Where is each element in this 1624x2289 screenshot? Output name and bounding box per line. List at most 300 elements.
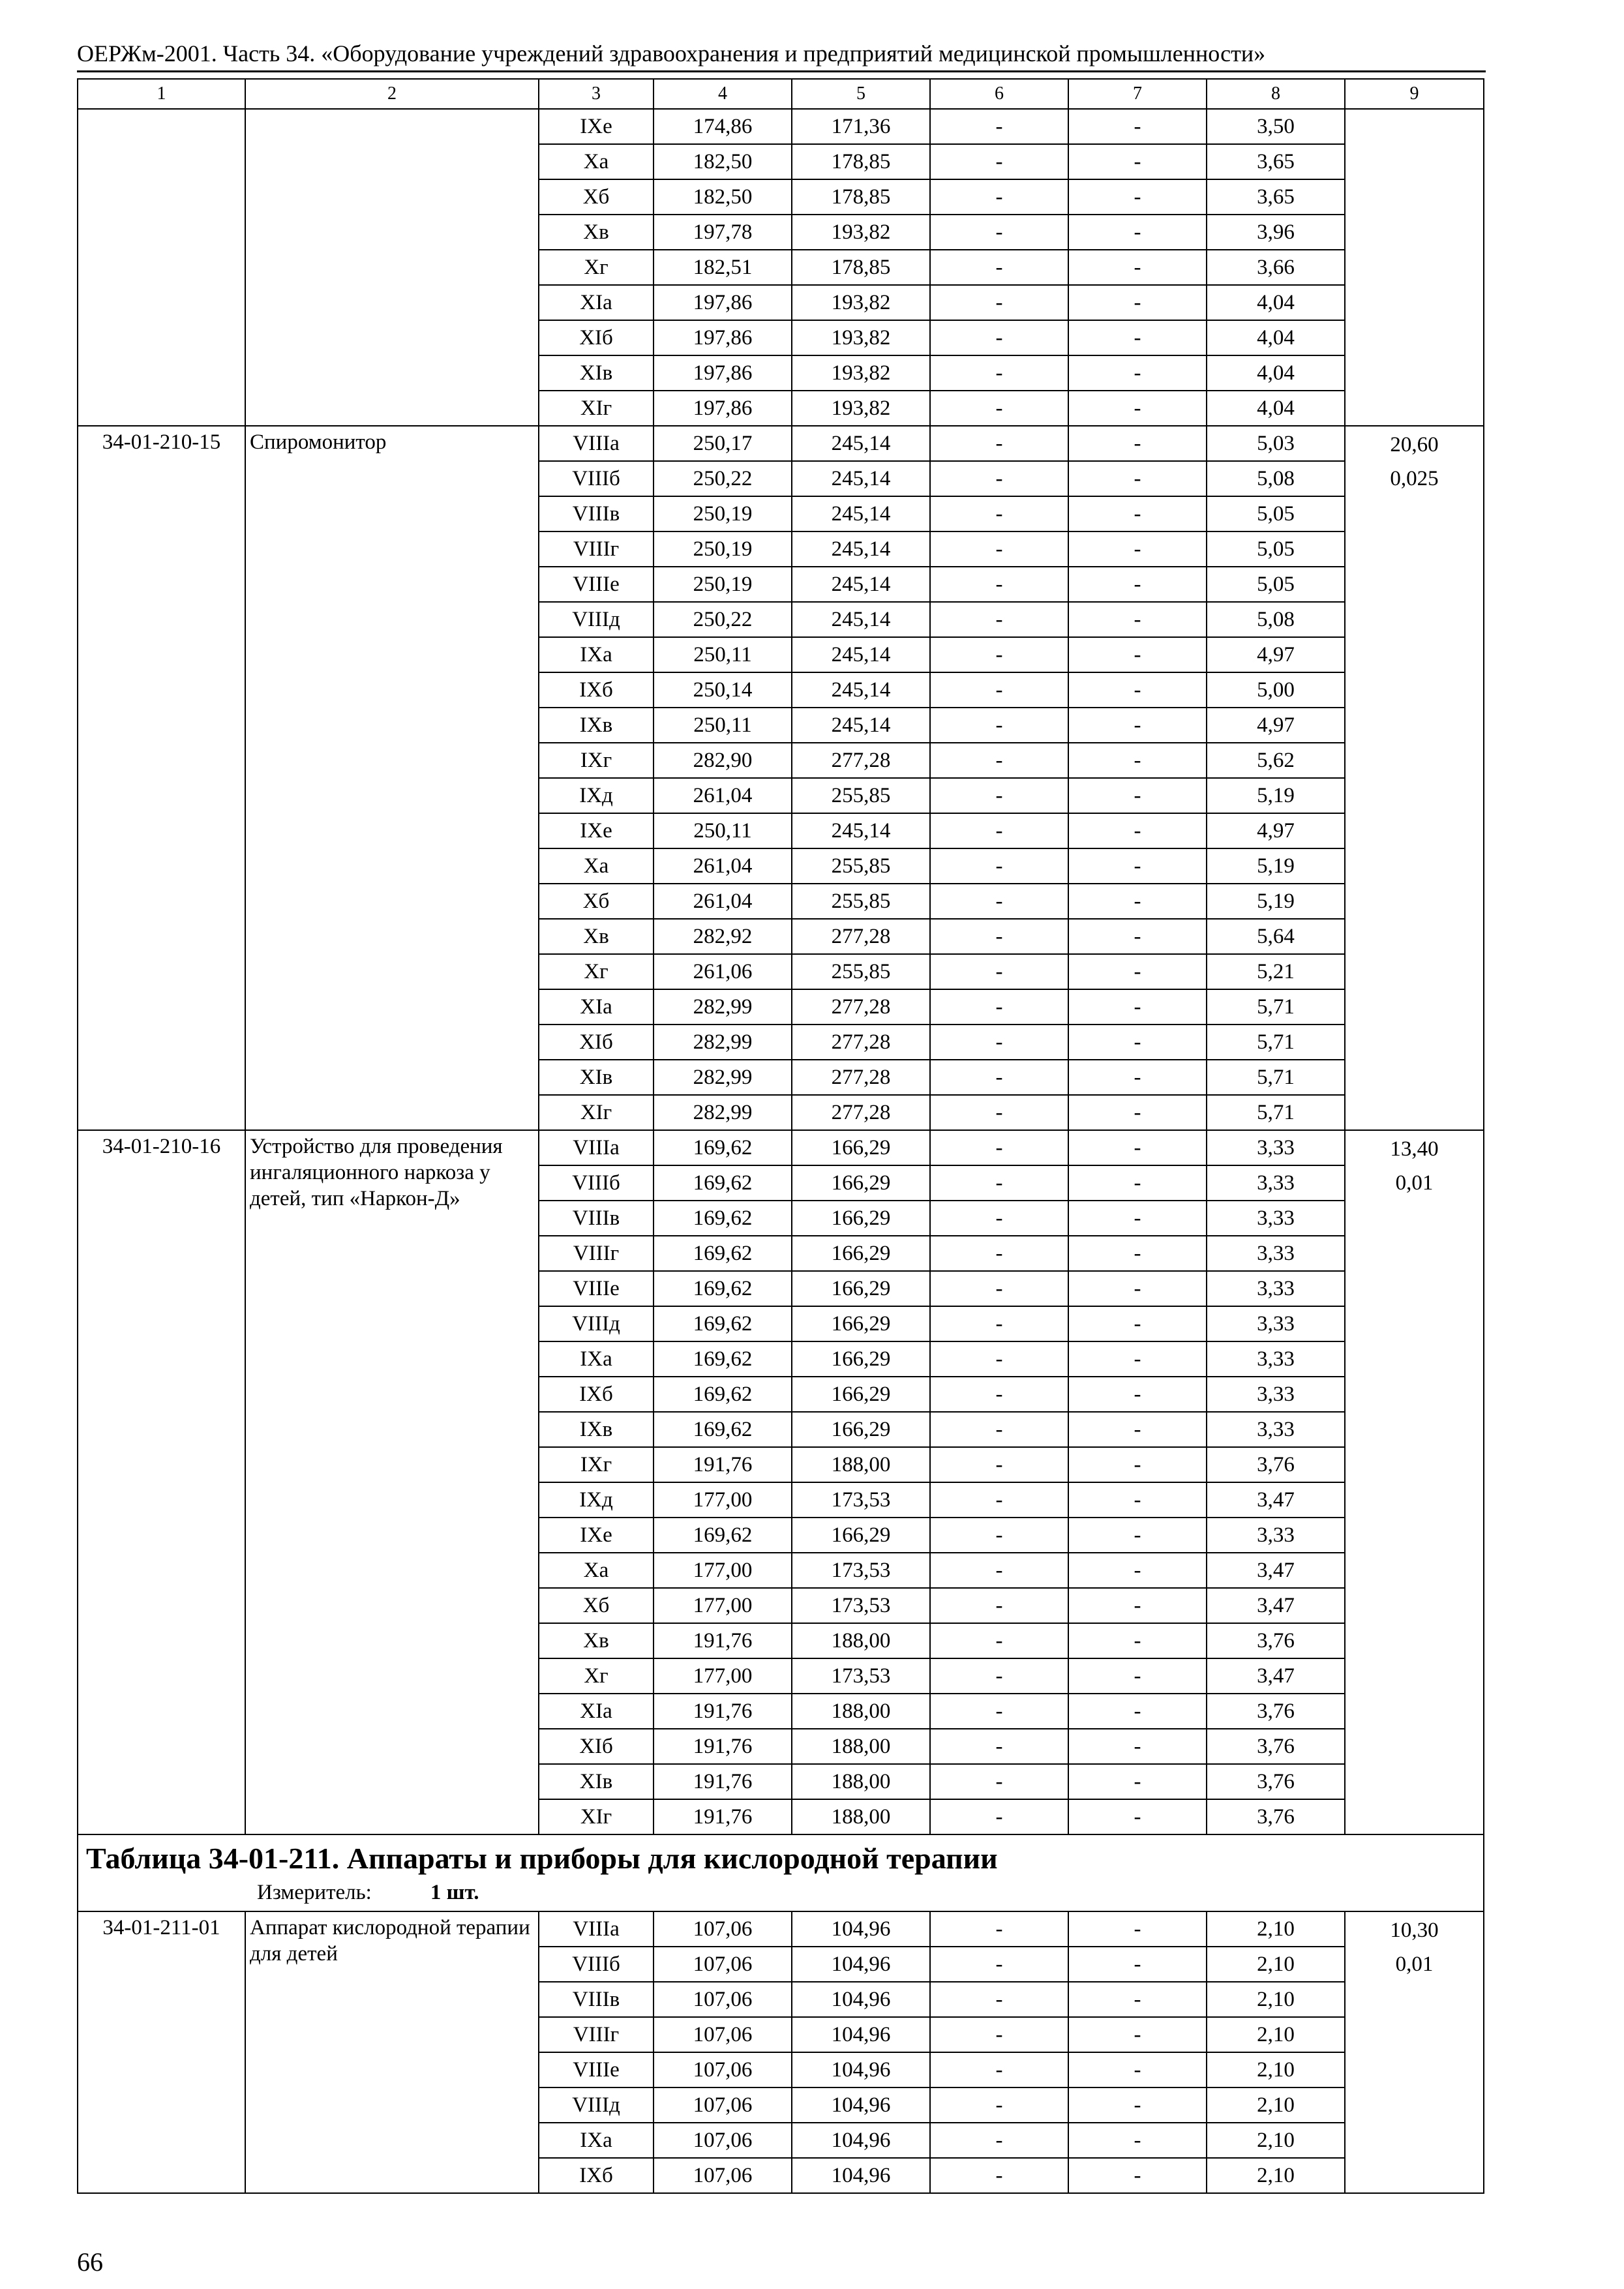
table-cell: 107,06 bbox=[654, 2052, 792, 2087]
table-cell: VIIIб bbox=[539, 461, 654, 496]
table-cell: - bbox=[1068, 144, 1207, 179]
table-cell: 255,85 bbox=[792, 778, 930, 813]
table-cell: 107,06 bbox=[654, 2158, 792, 2193]
table-cell: - bbox=[930, 1623, 1068, 1658]
table-cell: 261,06 bbox=[654, 954, 792, 989]
table-cell: - bbox=[930, 1201, 1068, 1236]
table-cell: 182,50 bbox=[654, 179, 792, 215]
table-cell: - bbox=[1068, 496, 1207, 531]
table-cell: 5,05 bbox=[1207, 567, 1345, 602]
table-cell: 250,22 bbox=[654, 461, 792, 496]
rate-code: 34-01-210-15 bbox=[78, 426, 245, 1130]
table-cell: - bbox=[1068, 743, 1207, 778]
table-cell: - bbox=[930, 215, 1068, 250]
table-cell: IXб bbox=[539, 1377, 654, 1412]
table-cell: - bbox=[930, 884, 1068, 919]
table-cell: - bbox=[1068, 426, 1207, 461]
mass-cell bbox=[1345, 1911, 1484, 2193]
table-cell: - bbox=[1068, 989, 1207, 1025]
table-cell: 5,19 bbox=[1207, 778, 1345, 813]
table-cell: 3,76 bbox=[1207, 1623, 1345, 1658]
equipment-name: Спиромонитор bbox=[245, 426, 539, 1130]
table-cell: 3,47 bbox=[1207, 1658, 1345, 1694]
table-cell: - bbox=[1068, 1165, 1207, 1201]
table-cell: 282,99 bbox=[654, 1060, 792, 1095]
table-cell: 177,00 bbox=[654, 1553, 792, 1588]
table-cell: - bbox=[1068, 1982, 1207, 2017]
table-cell: 245,14 bbox=[792, 426, 930, 461]
table-cell: - bbox=[1068, 1271, 1207, 1306]
table-cell: 5,62 bbox=[1207, 743, 1345, 778]
table-cell: IXв bbox=[539, 708, 654, 743]
table-cell: - bbox=[1068, 2052, 1207, 2087]
mass-value: 0,01 bbox=[1395, 1952, 1434, 1976]
table-cell: - bbox=[930, 813, 1068, 848]
table-cell: 3,33 bbox=[1207, 1518, 1345, 1553]
table-cell: IXд bbox=[539, 1482, 654, 1518]
table-cell: 197,86 bbox=[654, 320, 792, 355]
table-cell: 282,99 bbox=[654, 1095, 792, 1130]
table-cell: 2,10 bbox=[1207, 1947, 1345, 1982]
table-cell: - bbox=[1068, 672, 1207, 708]
table-cell: 104,96 bbox=[792, 1947, 930, 1982]
table-cell: - bbox=[930, 179, 1068, 215]
table-cell: 107,06 bbox=[654, 1911, 792, 1947]
table-cell: 3,33 bbox=[1207, 1130, 1345, 1165]
column-number: 6 bbox=[930, 79, 1068, 109]
table-cell: 5,64 bbox=[1207, 919, 1345, 954]
table-cell: VIIIб bbox=[539, 1165, 654, 1201]
table-cell: Xг bbox=[539, 954, 654, 989]
table-cell: - bbox=[930, 2087, 1068, 2123]
table-cell: 261,04 bbox=[654, 884, 792, 919]
table-cell: 2,10 bbox=[1207, 2123, 1345, 2158]
table-row bbox=[78, 426, 1484, 461]
page-number: 66 bbox=[77, 2247, 103, 2277]
table-cell: 245,14 bbox=[792, 602, 930, 637]
table-cell: 3,96 bbox=[1207, 215, 1345, 250]
table-cell: 245,14 bbox=[792, 496, 930, 531]
table-cell: 166,29 bbox=[792, 1201, 930, 1236]
column-number: 8 bbox=[1207, 79, 1345, 109]
table-cell: - bbox=[930, 778, 1068, 813]
table-cell: 3,33 bbox=[1207, 1412, 1345, 1447]
table-cell: 197,86 bbox=[654, 355, 792, 391]
table-cell: - bbox=[1068, 602, 1207, 637]
table-cell: 250,19 bbox=[654, 496, 792, 531]
table-cell: 282,99 bbox=[654, 1025, 792, 1060]
table-cell: XIв bbox=[539, 1764, 654, 1799]
table-cell: 255,85 bbox=[792, 884, 930, 919]
table-cell: 250,11 bbox=[654, 708, 792, 743]
table-cell: - bbox=[930, 1060, 1068, 1095]
table-cell: 191,76 bbox=[654, 1694, 792, 1729]
table-cell: 177,00 bbox=[654, 1588, 792, 1623]
table-cell: - bbox=[930, 355, 1068, 391]
column-number: 4 bbox=[654, 79, 792, 109]
section-row bbox=[78, 1834, 1484, 1911]
table-cell: Xб bbox=[539, 179, 654, 215]
measure-value: 1 шт. bbox=[430, 1881, 479, 1904]
table-cell: 255,85 bbox=[792, 954, 930, 989]
table-cell: 5,08 bbox=[1207, 461, 1345, 496]
table-cell: - bbox=[1068, 1623, 1207, 1658]
section-cell bbox=[78, 1834, 1484, 1911]
table-row bbox=[78, 1911, 1484, 1947]
table-cell: - bbox=[930, 1412, 1068, 1447]
table-cell: XIа bbox=[539, 989, 654, 1025]
table-cell: - bbox=[930, 1236, 1068, 1271]
table-cell: 104,96 bbox=[792, 2087, 930, 2123]
table-cell: - bbox=[930, 1165, 1068, 1201]
table-cell: VIIIа bbox=[539, 426, 654, 461]
table-cell: - bbox=[930, 1095, 1068, 1130]
table-cell: 182,51 bbox=[654, 250, 792, 285]
table-cell: - bbox=[930, 743, 1068, 778]
table-cell: 250,11 bbox=[654, 813, 792, 848]
table-cell: 277,28 bbox=[792, 919, 930, 954]
table-cell: 4,04 bbox=[1207, 320, 1345, 355]
table-cell: 3,66 bbox=[1207, 250, 1345, 285]
table-cell: 191,76 bbox=[654, 1729, 792, 1764]
table-cell: 169,62 bbox=[654, 1412, 792, 1447]
table-cell: VIIIг bbox=[539, 531, 654, 567]
table-cell: IXв bbox=[539, 1412, 654, 1447]
table-cell: 193,82 bbox=[792, 285, 930, 320]
table-cell: IXе bbox=[539, 1518, 654, 1553]
table-cell: XIб bbox=[539, 1025, 654, 1060]
table-cell: 188,00 bbox=[792, 1799, 930, 1834]
table-cell: 193,82 bbox=[792, 215, 930, 250]
table-cell: - bbox=[1068, 1911, 1207, 1947]
table-cell: Xб bbox=[539, 884, 654, 919]
table-cell: - bbox=[930, 602, 1068, 637]
table-cell: 193,82 bbox=[792, 355, 930, 391]
table-cell: - bbox=[930, 1694, 1068, 1729]
table-cell: 166,29 bbox=[792, 1412, 930, 1447]
column-number: 5 bbox=[792, 79, 930, 109]
table-cell: - bbox=[1068, 2017, 1207, 2052]
table-cell: - bbox=[1068, 1518, 1207, 1553]
table-cell: 178,85 bbox=[792, 144, 930, 179]
measure-row bbox=[86, 1878, 1475, 1907]
table-cell: 166,29 bbox=[792, 1165, 930, 1201]
table-cell: 191,76 bbox=[654, 1447, 792, 1482]
table-cell: 104,96 bbox=[792, 2017, 930, 2052]
table-cell: - bbox=[930, 954, 1068, 989]
table-cell: 277,28 bbox=[792, 1060, 930, 1095]
table-cell: 4,97 bbox=[1207, 708, 1345, 743]
table-cell: - bbox=[930, 1377, 1068, 1412]
table-cell: - bbox=[1068, 461, 1207, 496]
table-cell: - bbox=[930, 672, 1068, 708]
table-cell: - bbox=[1068, 919, 1207, 954]
table-cell: 169,62 bbox=[654, 1306, 792, 1341]
table-cell: IXб bbox=[539, 672, 654, 708]
table-cell: 166,29 bbox=[792, 1518, 930, 1553]
rate-code bbox=[78, 109, 245, 426]
table-cell: 282,90 bbox=[654, 743, 792, 778]
table-cell: 5,00 bbox=[1207, 672, 1345, 708]
table-cell: 245,14 bbox=[792, 708, 930, 743]
mass-value: 20,60 bbox=[1390, 433, 1439, 456]
table-cell: 169,62 bbox=[654, 1130, 792, 1165]
table-cell: 4,97 bbox=[1207, 813, 1345, 848]
table-cell: - bbox=[1068, 1377, 1207, 1412]
table-cell: - bbox=[1068, 1447, 1207, 1482]
table-cell: 174,86 bbox=[654, 109, 792, 144]
table-cell: VIIIе bbox=[539, 1271, 654, 1306]
table-cell: 255,85 bbox=[792, 848, 930, 884]
table-cell: 3,76 bbox=[1207, 1447, 1345, 1482]
table-cell: - bbox=[1068, 848, 1207, 884]
mass-value: 13,40 bbox=[1390, 1137, 1439, 1161]
table-cell: - bbox=[1068, 179, 1207, 215]
table-cell: 5,05 bbox=[1207, 531, 1345, 567]
table-cell: 5,08 bbox=[1207, 602, 1345, 637]
table-cell: 169,62 bbox=[654, 1271, 792, 1306]
table-cell: - bbox=[1068, 1130, 1207, 1165]
table-cell: - bbox=[1068, 567, 1207, 602]
table-cell: - bbox=[930, 989, 1068, 1025]
table-cell: XIв bbox=[539, 1060, 654, 1095]
table-cell: 173,53 bbox=[792, 1482, 930, 1518]
table-cell: - bbox=[930, 567, 1068, 602]
table-cell: 5,71 bbox=[1207, 1095, 1345, 1130]
table-cell: VIIIг bbox=[539, 2017, 654, 2052]
table-cell: - bbox=[930, 919, 1068, 954]
table-cell: 191,76 bbox=[654, 1623, 792, 1658]
table-cell: 193,82 bbox=[792, 391, 930, 426]
table-cell: IXа bbox=[539, 637, 654, 672]
table-cell: 166,29 bbox=[792, 1130, 930, 1165]
table-cell: 3,65 bbox=[1207, 144, 1345, 179]
table-cell: 197,86 bbox=[654, 391, 792, 426]
table-cell: Xа bbox=[539, 1553, 654, 1588]
table-cell: 104,96 bbox=[792, 1911, 930, 1947]
table-cell: 3,33 bbox=[1207, 1271, 1345, 1306]
mass-value: 0,025 bbox=[1390, 467, 1439, 490]
equipment-name bbox=[245, 109, 539, 426]
table-cell: - bbox=[930, 2123, 1068, 2158]
table-cell: - bbox=[1068, 813, 1207, 848]
table-cell: XIа bbox=[539, 285, 654, 320]
table-cell: - bbox=[930, 320, 1068, 355]
table-cell: - bbox=[1068, 285, 1207, 320]
table-cell: - bbox=[930, 1306, 1068, 1341]
table-cell: 169,62 bbox=[654, 1165, 792, 1201]
table-cell: - bbox=[930, 1911, 1068, 1947]
table-cell: - bbox=[930, 1658, 1068, 1694]
table-cell: XIг bbox=[539, 1799, 654, 1834]
table-cell: VIIIв bbox=[539, 1982, 654, 2017]
table-cell: - bbox=[930, 461, 1068, 496]
running-header: ОЕРЖм-2001. Часть 34. «Оборудование учреждений здравоохранения и предприятий медицинской промышленности» bbox=[77, 40, 1266, 67]
table-cell: 188,00 bbox=[792, 1623, 930, 1658]
table-cell: 177,00 bbox=[654, 1482, 792, 1518]
column-number: 7 bbox=[1068, 79, 1207, 109]
table-cell: VIIIе bbox=[539, 2052, 654, 2087]
table-cell: - bbox=[1068, 708, 1207, 743]
table-cell: 245,14 bbox=[792, 813, 930, 848]
table-cell: 3,33 bbox=[1207, 1236, 1345, 1271]
table-cell: 188,00 bbox=[792, 1729, 930, 1764]
table-cell: IXг bbox=[539, 743, 654, 778]
table-cell: 3,33 bbox=[1207, 1306, 1345, 1341]
mass-value: 0,01 bbox=[1395, 1171, 1434, 1195]
mass-cell bbox=[1345, 109, 1484, 426]
table-cell: - bbox=[930, 2158, 1068, 2193]
table-cell: Xг bbox=[539, 250, 654, 285]
table-cell: 2,10 bbox=[1207, 2017, 1345, 2052]
table-cell: - bbox=[930, 1799, 1068, 1834]
table-cell: 188,00 bbox=[792, 1447, 930, 1482]
mass-cell bbox=[1345, 426, 1484, 1130]
table-cell: - bbox=[1068, 2123, 1207, 2158]
table-cell: IXг bbox=[539, 1447, 654, 1482]
rates-table bbox=[77, 78, 1484, 2194]
table-cell: 188,00 bbox=[792, 1694, 930, 1729]
table-cell: 166,29 bbox=[792, 1341, 930, 1377]
table-cell: - bbox=[1068, 355, 1207, 391]
table-cell: - bbox=[1068, 1694, 1207, 1729]
table-cell: 169,62 bbox=[654, 1518, 792, 1553]
table-cell: - bbox=[1068, 391, 1207, 426]
table-cell: IXе bbox=[539, 109, 654, 144]
table-cell: 245,14 bbox=[792, 672, 930, 708]
table-cell: 277,28 bbox=[792, 1095, 930, 1130]
table-cell: - bbox=[930, 391, 1068, 426]
table-row bbox=[78, 1130, 1484, 1165]
mass-cell bbox=[1345, 1130, 1484, 1834]
table-cell: - bbox=[930, 2017, 1068, 2052]
table-cell: VIIIв bbox=[539, 496, 654, 531]
table-cell: 5,71 bbox=[1207, 989, 1345, 1025]
table-cell: - bbox=[1068, 1201, 1207, 1236]
table-cell: - bbox=[1068, 1799, 1207, 1834]
table-cell: 169,62 bbox=[654, 1201, 792, 1236]
table-cell: 169,62 bbox=[654, 1236, 792, 1271]
table-cell: - bbox=[930, 109, 1068, 144]
table-cell: - bbox=[930, 637, 1068, 672]
table-cell: 3,47 bbox=[1207, 1553, 1345, 1588]
table-cell: 3,76 bbox=[1207, 1764, 1345, 1799]
table-cell: 107,06 bbox=[654, 1982, 792, 2017]
table-cell: IXа bbox=[539, 1341, 654, 1377]
table-cell: - bbox=[930, 1947, 1068, 1982]
table-cell: - bbox=[1068, 320, 1207, 355]
table-cell: VIIIд bbox=[539, 1306, 654, 1341]
table-cell: 250,14 bbox=[654, 672, 792, 708]
table-cell: 3,33 bbox=[1207, 1377, 1345, 1412]
table-cell: 245,14 bbox=[792, 531, 930, 567]
table-cell: - bbox=[930, 1588, 1068, 1623]
table-cell: - bbox=[930, 144, 1068, 179]
table-cell: 261,04 bbox=[654, 778, 792, 813]
measure-label: Измеритель: bbox=[257, 1881, 372, 1904]
table-cell: XIг bbox=[539, 1095, 654, 1130]
table-cell: - bbox=[1068, 1236, 1207, 1271]
rate-code: 34-01-210-16 bbox=[78, 1130, 245, 1834]
table-cell: 250,19 bbox=[654, 567, 792, 602]
table-cell: Xб bbox=[539, 1588, 654, 1623]
table-cell: - bbox=[1068, 1482, 1207, 1518]
table-cell: - bbox=[1068, 1658, 1207, 1694]
table-cell: - bbox=[1068, 954, 1207, 989]
table-cell: - bbox=[1068, 531, 1207, 567]
table-cell: 178,85 bbox=[792, 250, 930, 285]
table-cell: 191,76 bbox=[654, 1764, 792, 1799]
column-number: 9 bbox=[1345, 79, 1484, 109]
table-cell: - bbox=[930, 1982, 1068, 2017]
table-cell: 5,71 bbox=[1207, 1025, 1345, 1060]
table-cell: 2,10 bbox=[1207, 2158, 1345, 2193]
table-cell: 188,00 bbox=[792, 1764, 930, 1799]
column-number: 2 bbox=[245, 79, 539, 109]
table-cell: - bbox=[930, 2052, 1068, 2087]
table-cell: - bbox=[930, 250, 1068, 285]
table-cell: 197,78 bbox=[654, 215, 792, 250]
table-cell: 250,22 bbox=[654, 602, 792, 637]
table-cell: - bbox=[930, 496, 1068, 531]
table-cell: - bbox=[1068, 1095, 1207, 1130]
table-cell: Xв bbox=[539, 1623, 654, 1658]
table-cell: IXд bbox=[539, 778, 654, 813]
table-cell: - bbox=[1068, 250, 1207, 285]
table-cell: - bbox=[930, 1130, 1068, 1165]
table-row bbox=[78, 109, 1484, 144]
table-cell: - bbox=[930, 708, 1068, 743]
column-number: 3 bbox=[539, 79, 654, 109]
table-cell: - bbox=[930, 1764, 1068, 1799]
table-cell: 4,04 bbox=[1207, 355, 1345, 391]
table-cell: IXб bbox=[539, 2158, 654, 2193]
table-cell: 5,03 bbox=[1207, 426, 1345, 461]
table-cell: VIIIб bbox=[539, 1947, 654, 1982]
table-cell: 282,99 bbox=[654, 989, 792, 1025]
table-cell: 166,29 bbox=[792, 1236, 930, 1271]
table-cell: - bbox=[930, 848, 1068, 884]
equipment-name: Устройство для проведения ингаляционного наркоза у детей, тип «Наркон-Д» bbox=[245, 1130, 539, 1834]
table-cell: 277,28 bbox=[792, 989, 930, 1025]
table-cell: - bbox=[1068, 2158, 1207, 2193]
table-cell: 245,14 bbox=[792, 567, 930, 602]
table-cell: - bbox=[930, 426, 1068, 461]
table-cell: - bbox=[930, 1482, 1068, 1518]
table-cell: 3,76 bbox=[1207, 1729, 1345, 1764]
equipment-name: Аппарат кислородной терапии для детей bbox=[245, 1911, 539, 2193]
table-cell: - bbox=[1068, 778, 1207, 813]
table-cell: 173,53 bbox=[792, 1588, 930, 1623]
column-number: 1 bbox=[78, 79, 245, 109]
table-cell: - bbox=[930, 1518, 1068, 1553]
table-cell: 3,76 bbox=[1207, 1694, 1345, 1729]
table-cell: IXе bbox=[539, 813, 654, 848]
table-cell: - bbox=[1068, 1553, 1207, 1588]
table-cell: 166,29 bbox=[792, 1271, 930, 1306]
rate-code: 34-01-211-01 bbox=[78, 1911, 245, 2193]
table-cell: - bbox=[1068, 215, 1207, 250]
table-cell: 5,05 bbox=[1207, 496, 1345, 531]
table-cell: 107,06 bbox=[654, 2087, 792, 2123]
table-cell: - bbox=[930, 1271, 1068, 1306]
table-cell: - bbox=[1068, 1341, 1207, 1377]
table-cell: 2,10 bbox=[1207, 1911, 1345, 1947]
table-cell: 5,19 bbox=[1207, 884, 1345, 919]
table-cell: 250,17 bbox=[654, 426, 792, 461]
table-cell: 104,96 bbox=[792, 2158, 930, 2193]
table-cell: 169,62 bbox=[654, 1377, 792, 1412]
